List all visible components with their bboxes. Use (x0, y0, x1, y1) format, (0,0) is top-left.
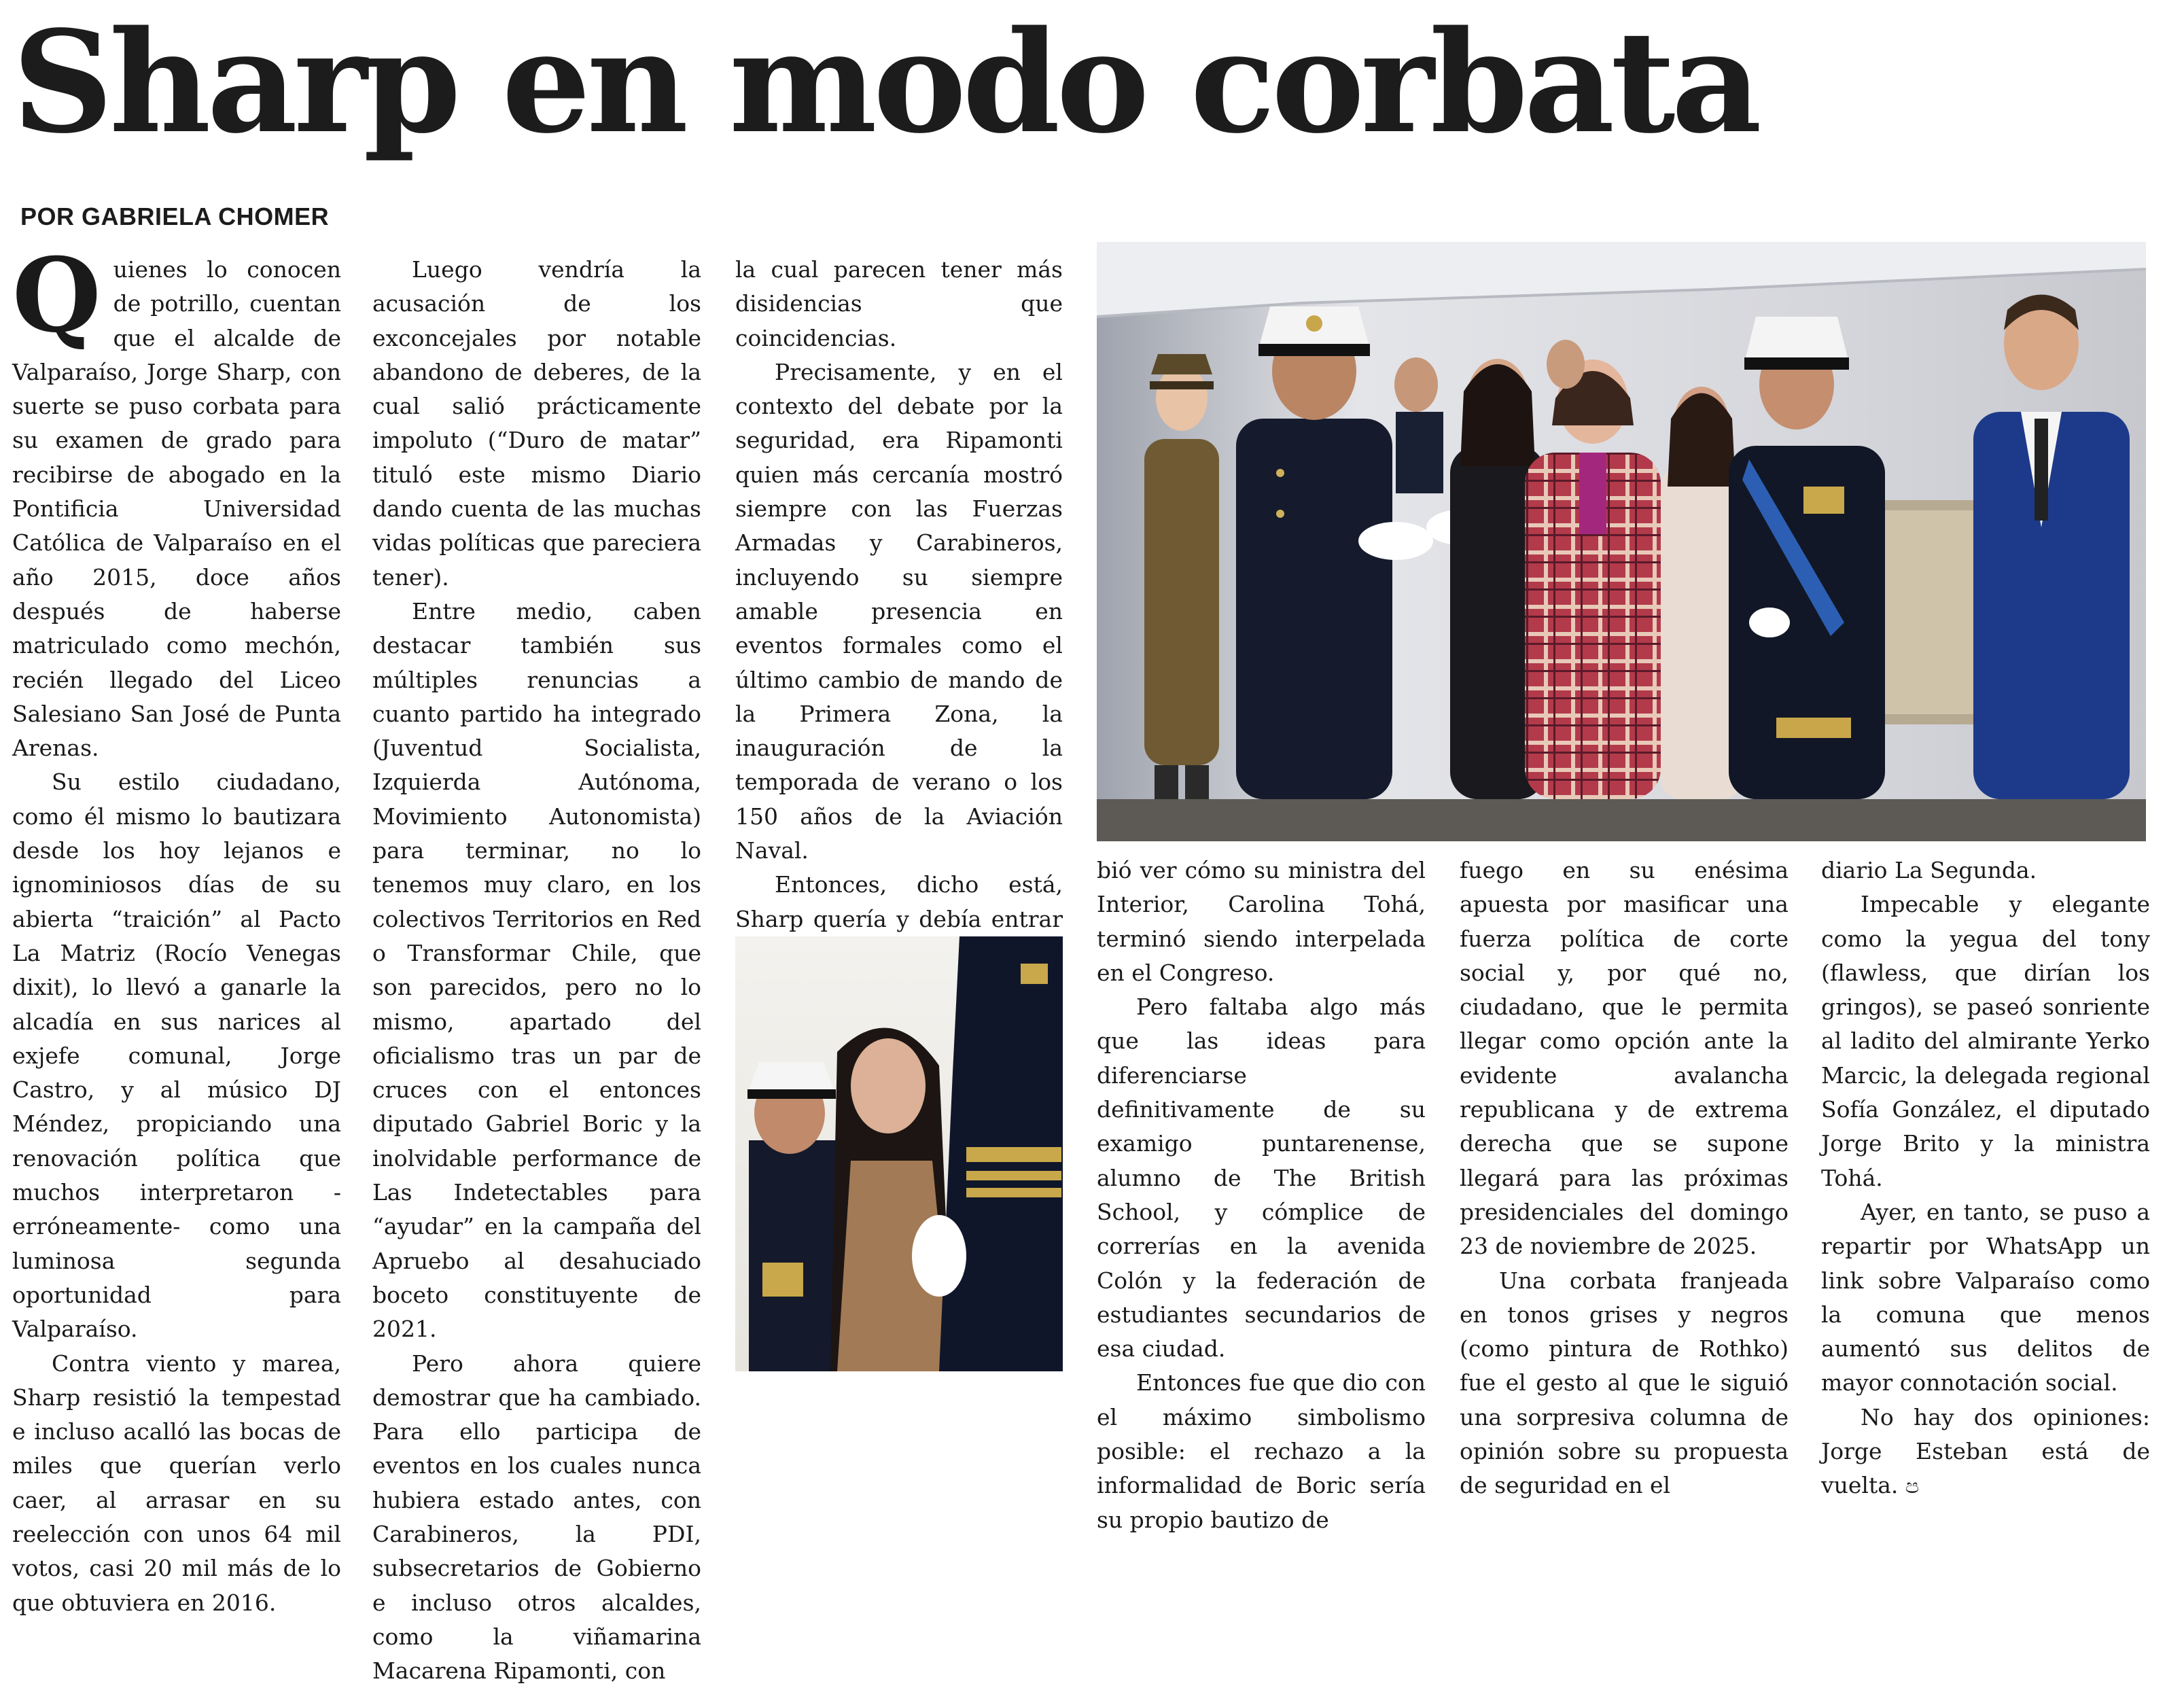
photo-ceremony (735, 936, 1063, 1371)
paragraph: Precisamente, y en el contexto del debate por la seguridad, era Ripamonti quien más cercanía mostró siempre con las Fuerzas Armadas y Carabineros, incluyendo su siempre amable presencia en eventos formales como el último cambio de mando de la Primera Zona, la inauguración de la temporada de verano o los 150 años de la Aviación Naval. (735, 355, 1063, 868)
column-6 (1821, 854, 2150, 1505)
headline: Sharp en modo corbata (12, 12, 1758, 152)
officer-cap-left (747, 1062, 837, 1371)
column-5 (1460, 854, 1789, 1503)
paragraph: fuego en su enésima apuesta por masificar una fuerza política de corte social y, por qué no, ciudadano, que le permita llegar como opción ante la evidente avalancha republicana y de extrema derecha que se supone llegará para las próximas presidenciales del domingo 23 de noviembre de 2025. (1460, 854, 1789, 1264)
paragraph: Su estilo ciudadano, como él mismo lo bautizara desde los hoy lejanos e ignominiosos días de su abierta “traición” al Pacto La Matriz (Rocío Venegas dixit), lo llevó a ganarle la alcadía en sus narices al exjefe comunal, Jorge Castro, y al músico DJ Méndez, propiciando una renovación política que muchos interpretaron -erróneamente- como una luminosa segunda oportunidad para Valparaíso. (12, 765, 341, 1346)
byline: POR GABRIELA CHOMER (20, 203, 329, 231)
paragraph: Quienes lo conocen de potrillo, cuentan que el alcalde de Valparaíso, Jorge Sharp, con suerte se puso corbata para su examen de grado para recibirse de abogado en la Pontificia Universidad Católica de Valparaíso en el año 2015, doce años después de haberse matriculado como mechón, recién llegado del Liceo Salesiano San José de Punta Arenas. (12, 253, 341, 765)
column-4 (1097, 854, 1426, 1537)
paragraph: Entonces, dicho está, Sharp quería y debía entrar (735, 868, 1063, 1107)
photo-group-officials (1097, 242, 2146, 841)
paragraph: Una corbata franjeada en tonos grises y negros (como pintura de Rothko) fue el gesto al que le siguió una sorpresiva columna de opinión sobre su propuesta de seguridad en el (1460, 1264, 1789, 1503)
main-photo (1097, 242, 2146, 841)
paragraph: Ayer, en tanto, se puso a repartir por WhatsApp un link sobre Valparaíso como la comuna que menos aumentó sus delitos de mayor connotación social. (1821, 1195, 2150, 1401)
paragraph: bió ver cómo su ministra del Interior, Carolina Tohá, terminó siendo interpelada en el Congreso. (1097, 854, 1426, 990)
paragraph: diario La Segunda. (1821, 854, 2150, 887)
end-mark: ප (1905, 1475, 1919, 1498)
drop-cap: Q (12, 256, 101, 336)
column-1 (12, 253, 341, 1620)
paragraph: la cual parecen tener más disidencias que coincidencias. (735, 253, 1063, 355)
paragraph: Contra viento y marea, Sharp resistió la tempestad e incluso acalló las bocas de miles que querían verlo caer, al arrasar en su reelección con unos 64 mil votos, casi 20 mil más de lo que obtuviera en 2016. (12, 1347, 341, 1620)
paragraph: Luego vendría la acusación de los exconcejales por notable abandono de deberes, de la cual salió prácticamente impoluto (“Duro de matar” tituló este mismo Diario dando cuenta de las muchas vidas políticas que pareciera tener). (372, 253, 701, 595)
paragraph: Entre medio, caben destacar también sus múltiples renuncias a cuanto partido ha integrado (Juventud Socialista, Izquierda Autónoma, Movimiento Autonomista) para terminar, no lo tenemos muy claro, en los colectivos Territorios en Red o Transformar Chile, que son parecidos, pero no lo mismo, apartado del oficialismo tras un par de cruces con el entonces diputado Gabriel Boric y la inolvidable performance de Las Indetectables para “ayudar” en la campaña del Apruebo al desahuciado boceto constituyente de 2021. (372, 595, 701, 1347)
column-2 (372, 253, 701, 1688)
paragraph: Entonces fue que dio con el máximo simbolismo posible: el rechazo a la informalidad de Boric sería su propio bautizo de (1097, 1366, 1426, 1536)
woman-center (830, 1027, 953, 1371)
paragraph: Pero ahora quiere demostrar que ha cambiado. Para ello participa de eventos en los cuales nunca hubiera estado antes, con Carabineros, la PDI, subsecretarios de Gobierno e incluso otros alcaldes, como la viñamarina Macarena Ripamonti, con (372, 1347, 701, 1688)
paragraph: Pero faltaba algo más que las ideas para diferenciarse definitivamente de su examigo puntarenense, alumno de The British School, y cómplice de correrías en la avenida Colón y la federación de estudiantes secundarios de esa ciudad. (1097, 990, 1426, 1366)
secondary-photo (735, 936, 1063, 1371)
paragraph: No hay dos opiniones: Jorge Esteban está de vuelta. ප (1821, 1401, 2150, 1505)
paragraph: Impecable y elegante como la yegua del tony (flawless, que dirían los gringos), se paseó sonriente al ladito del almirante Yerko Marcic, la delegada regional Sofía González, el diputado Jorge Brito y la ministra Tohá. (1821, 887, 2150, 1195)
